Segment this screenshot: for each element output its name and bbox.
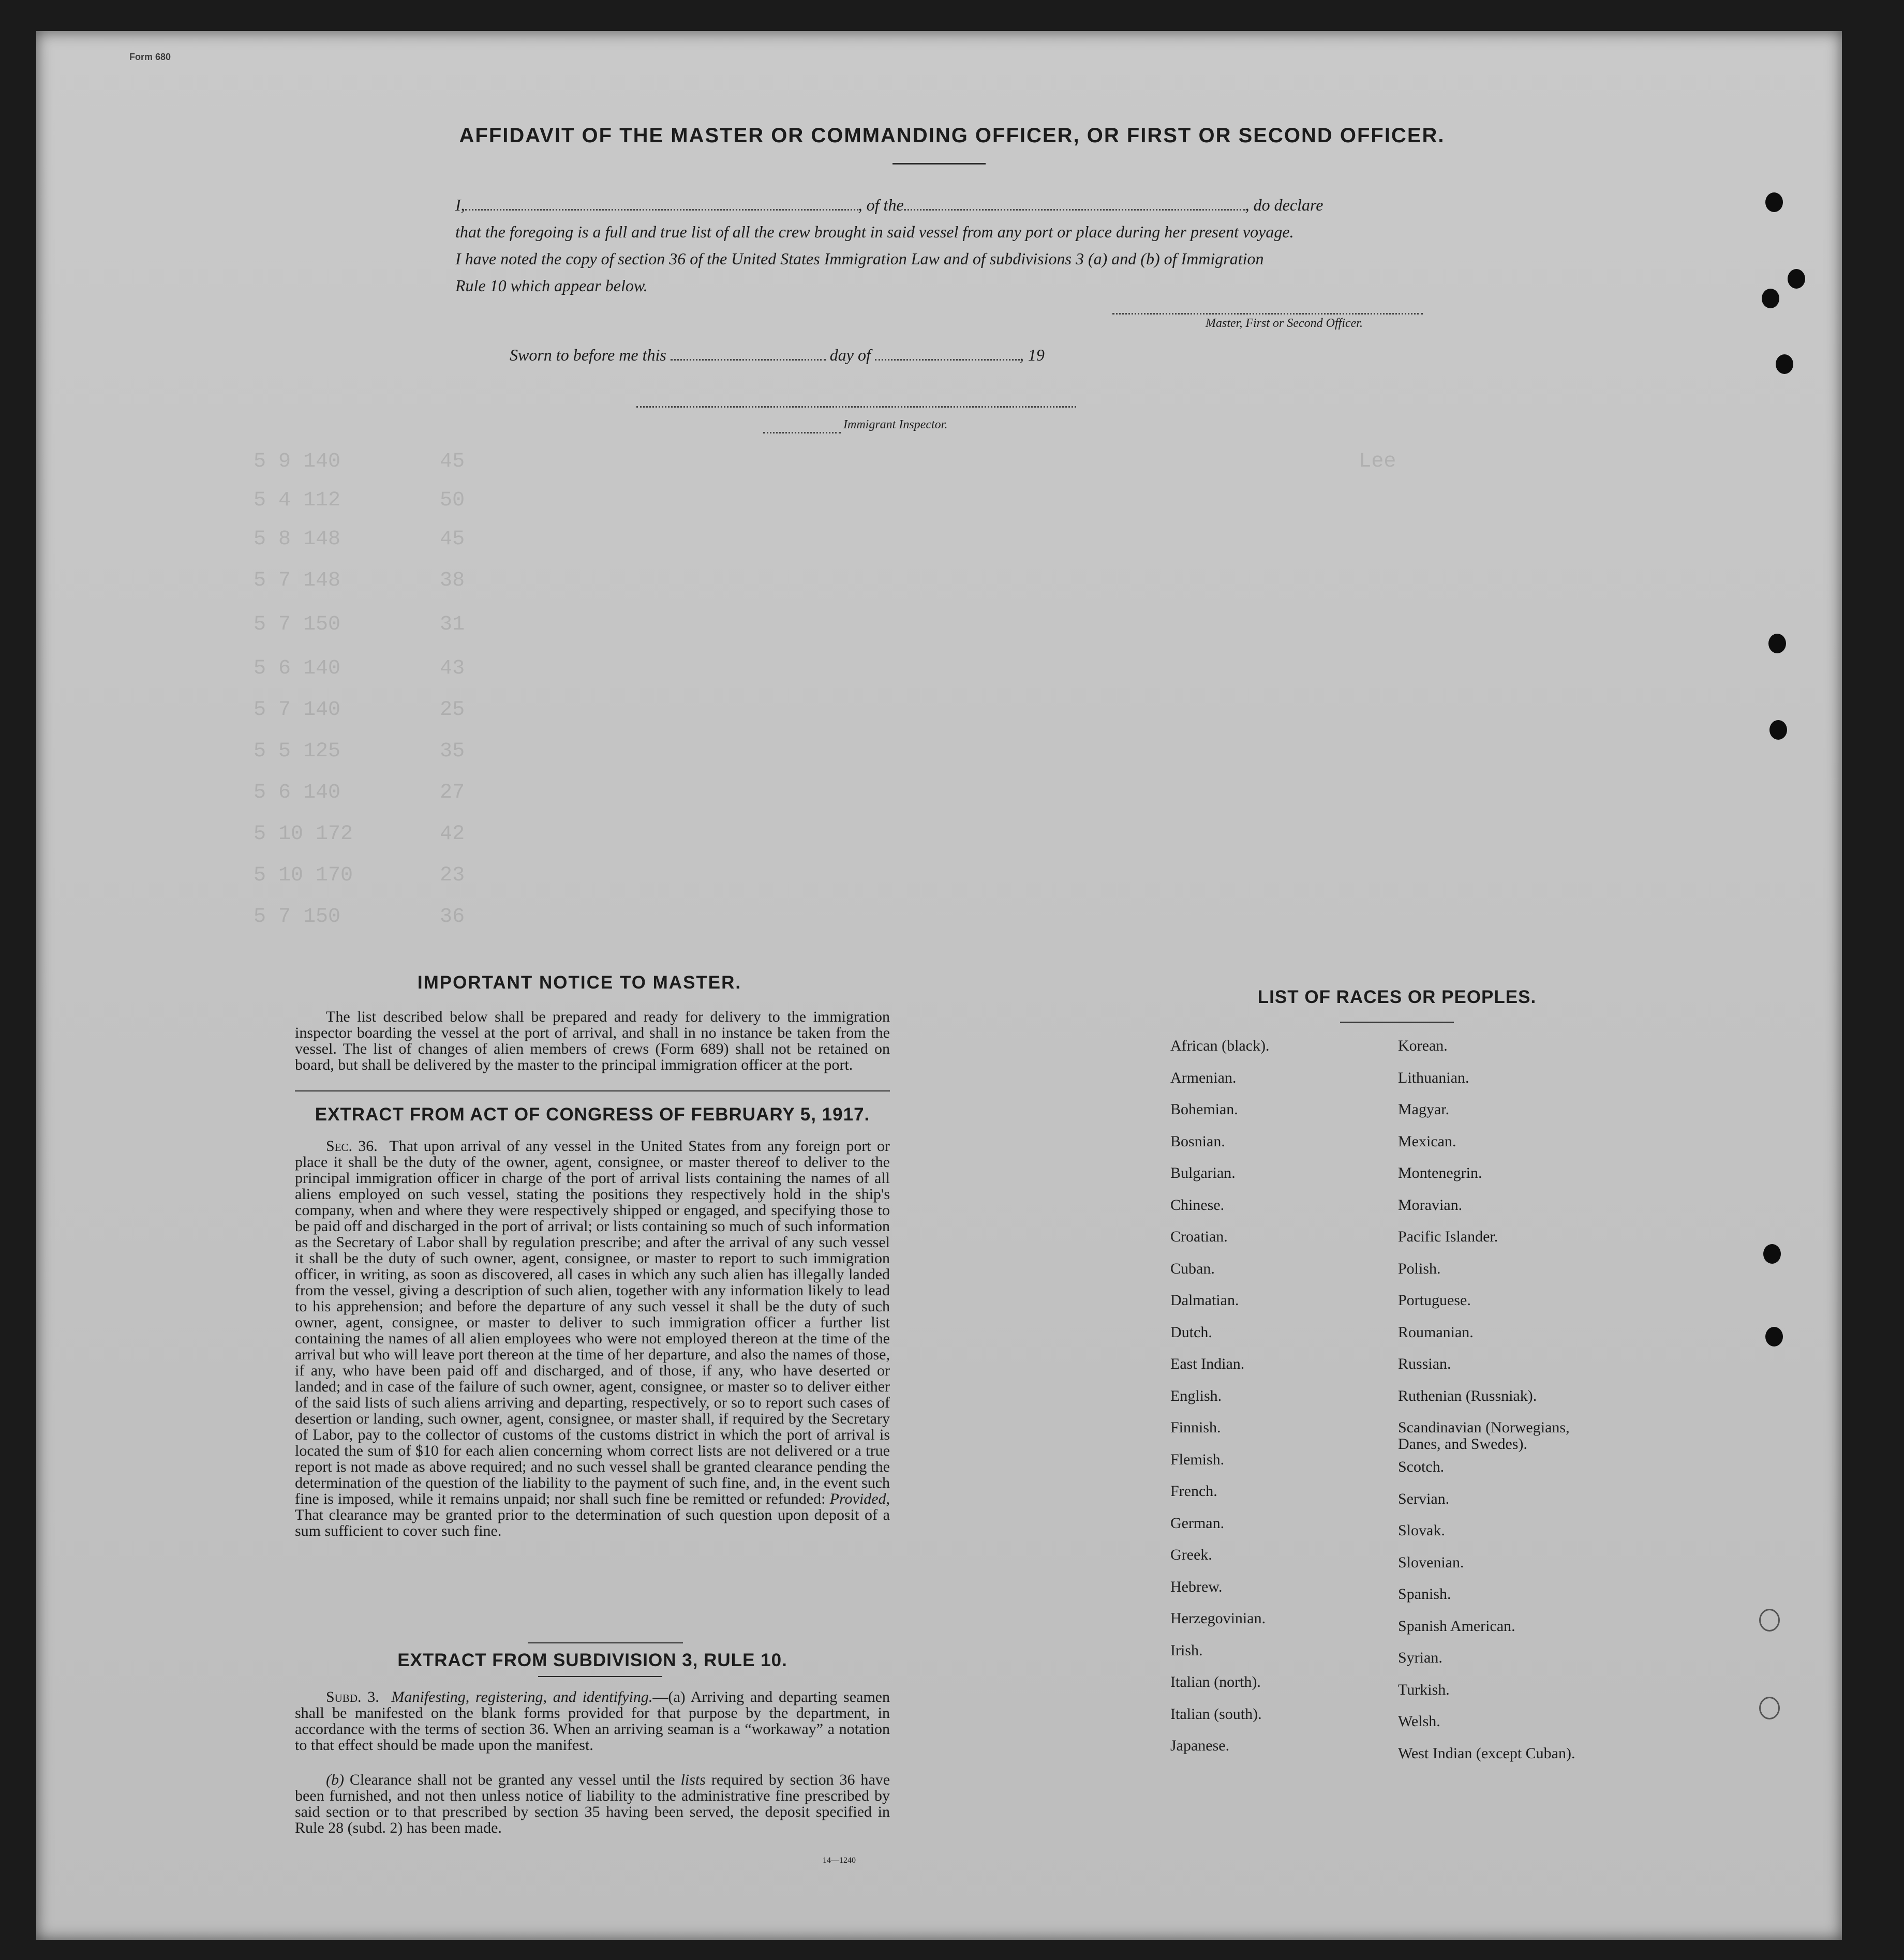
races-divider (1340, 1022, 1454, 1023)
notice-text: The list described below shall be prepared and ready for delivery to the immigration inspector boarding the vessel at the port of arrival, and shall in no instance be taken from the vessel. The list of changes of alien members of crews (Form 689) shall not be retained on board, but shall be delivered by the master to the principal immigration officer at the port. (295, 1008, 890, 1073)
race-item: Russian. (1398, 1355, 1451, 1372)
race-item: Spanish American. (1398, 1617, 1515, 1635)
race-item: Montenegrin. (1398, 1164, 1482, 1181)
race-item: Herzegovinian. (1170, 1610, 1266, 1627)
inspector-label: Immigrant Inspector. (843, 418, 948, 431)
form-number: Form 680 (129, 52, 171, 62)
punch-hole (1762, 289, 1779, 308)
race-item: Korean. (1398, 1037, 1448, 1054)
race-item: Slovenian. (1398, 1553, 1464, 1571)
race-item: West Indian (except Cuban). (1398, 1744, 1575, 1762)
race-item: Italian (south). (1170, 1705, 1262, 1723)
punch-hole (1763, 1244, 1781, 1264)
sworn-row (510, 346, 1045, 365)
act-divider (528, 1642, 683, 1643)
punch-hole (1769, 720, 1787, 740)
subdivision-title: Manifesting, registering, and identifying. (391, 1688, 653, 1705)
race-item: Spanish. (1398, 1585, 1451, 1603)
race-item: African (black). (1170, 1037, 1270, 1054)
sworn-day-blank (671, 359, 826, 361)
act-provided: Provided, (829, 1490, 890, 1507)
affidavit-declaration (455, 191, 1438, 299)
subdivision-b-text-1: Clearance shall not be granted any vessel until the (349, 1771, 675, 1788)
race-item: Turkish. (1398, 1681, 1450, 1698)
subdivision-b-text-2: required by section 36 have been furnished, and not then unless notice of liability to the administrative fine prescribed by said section or to that prescribed by section 35 having been served, the deposit specified in Rule 28 (subd. 2) has been made. (295, 1771, 890, 1836)
race-item: Japanese. (1170, 1737, 1230, 1754)
declaration-line-2: that the foregoing is a full and true list of all the crew brought in said vessel from any port or place during her present voyage. (455, 222, 1294, 241)
sworn-day-of: day of (829, 346, 871, 364)
sworn-year: , 19 (1019, 346, 1045, 364)
print-code: 14—1240 (823, 1856, 856, 1865)
subdivision-a-paragraph (295, 1689, 890, 1753)
races-heading: LIST OF RACES OR PEOPLES. (1257, 987, 1537, 1007)
act-section-label: Sec. 36. (326, 1138, 378, 1155)
notice-divider (295, 1090, 890, 1091)
race-item: Syrian. (1398, 1649, 1442, 1666)
act-paragraph (295, 1138, 890, 1539)
race-item: Lithuanian. (1398, 1069, 1469, 1086)
punch-hole (1768, 634, 1786, 653)
declaration-line-4: Rule 10 which appear below. (455, 276, 648, 295)
race-item: Scandinavian (Norwegians, (1398, 1419, 1570, 1436)
act-text-end: That clearance may be granted prior to the determination of such question upon deposit of a sum sufficient to cover such fine. (295, 1506, 890, 1539)
sworn-text: Sworn to before me this (510, 346, 666, 364)
declaration-do-declare: , do declare (1245, 196, 1323, 214)
act-heading: EXTRACT FROM ACT OF CONGRESS OF FEBRUARY 5, 1917. (315, 1104, 870, 1125)
subdivision-heading: EXTRACT FROM SUBDIVISION 3, RULE 10. (397, 1650, 787, 1670)
declaration-i: I, (455, 196, 465, 214)
subdivision-b-label: (b) (326, 1771, 344, 1788)
subdivision-divider (538, 1676, 662, 1677)
race-item: Irish. (1170, 1641, 1203, 1659)
race-item: Bohemian. (1170, 1101, 1238, 1118)
race-item: Servian. (1398, 1490, 1450, 1507)
race-item: Moravian. (1398, 1196, 1463, 1214)
race-item: English. (1170, 1387, 1222, 1404)
race-item: Croatian. (1170, 1228, 1228, 1245)
act-text: That upon arrival of any vessel in the United States from any foreign port or place it shall be the duty of the owner, agent, consignee, or master thereof to deliver to the principal immigration officer in charge of the port of arrival lists containing the names of all aliens employed on such vessel, stating the positions they respectively hold in the ship's company, when and where they were respectively shipped or engaged, and specifying those to be paid off and discharged in the port of arrival; or lists containing so much of such information as the Secretary of Labor shall by regulation prescribe; and after the arrival of any such vessel it shall be the duty of such owner, agent, consignee, or master to report to such immigration officer, in writing, as soon as discovered, all cases in which any such alien has illegally landed from the vessel, giving a description of such alien, together with any information likely to lead to his apprehension; and before the departure of any such vessel it shall be the duty of such owner, agent, consignee, or master to deliver to such immigration officer a further list containing the names of all alien employees who were not employed thereon at the time of the arrival but who will leave port thereon at the time of her departure, and also the names of those, if any, who have been paid off and discharged, and of those, if any, who have deserted or landed; and in case of the failure of such owner, agent, consignee, or master so to deliver either of the said lists of such aliens arriving and departing, respectively, or so to report such cases of desertion or landing, such owner, agent, consignee, or master shall, if required by the Secretary of Labor, pay to the collector of customs of the customs district in which the port of arrival is located the sum of $10 for each alien concerning whom correct lists are not delivered or a true report is not made as above required; and no such vessel shall be granted clearance pending the determination of the question of the liability to the payment of such fine, and, in the event such fine is imposed, while it remains unpaid; nor shall such fine be remitted or refunded: (295, 1138, 890, 1507)
subdivision-b-lists: lists (680, 1771, 706, 1788)
race-item: Danes, and Swedes). (1398, 1435, 1527, 1453)
punch-hole (1776, 354, 1793, 374)
inspector-lead-dots (763, 432, 841, 433)
race-item: Scotch. (1398, 1458, 1445, 1475)
subdivision-a-text: —(a) Arriving and departing seamen shall be manifested on the blank forms provided for that purpose by the department, in accordance with the terms of section 36. When an arriving seaman is a “workaway” a notation to that effect should be made upon the manifest. (295, 1688, 890, 1754)
race-item: Polish. (1398, 1260, 1441, 1277)
punch-hole (1759, 1609, 1780, 1632)
race-item: Armenian. (1170, 1069, 1237, 1086)
race-item: Cuban. (1170, 1260, 1215, 1277)
sworn-month-blank (875, 359, 1020, 361)
subdivision-b-paragraph (295, 1772, 890, 1836)
title-divider (892, 163, 986, 164)
race-item: Flemish. (1170, 1450, 1225, 1468)
punch-hole (1759, 1697, 1780, 1719)
punch-hole (1788, 269, 1805, 289)
notice-heading: IMPORTANT NOTICE TO MASTER. (417, 972, 742, 993)
declaration-of-the: , of the (858, 196, 904, 214)
declaration-line-3: I have noted the copy of section 36 of the United States Immigration Law and of subdivisions 3 (a) and (b) of Immigration (455, 249, 1264, 268)
race-item: Pacific Islander. (1398, 1228, 1498, 1245)
race-item: Welsh. (1398, 1713, 1440, 1730)
race-item: German. (1170, 1514, 1225, 1532)
declaration-line-1 (455, 191, 1438, 218)
race-item: Bosnian. (1170, 1132, 1225, 1150)
race-item: Bulgarian. (1170, 1164, 1236, 1181)
race-item: Portuguese. (1398, 1292, 1471, 1309)
race-item: Chinese. (1170, 1196, 1225, 1214)
race-item: Roumanian. (1398, 1323, 1474, 1341)
inspector-signature-line (636, 406, 1076, 408)
race-item: Dutch. (1170, 1323, 1212, 1341)
race-item: French. (1170, 1483, 1217, 1500)
affidavit-title: AFFIDAVIT OF THE MASTER OR COMMANDING OFFICER, OR FIRST OR SECOND OFFICER. (459, 124, 1445, 147)
race-item: Ruthenian (Russniak). (1398, 1387, 1537, 1404)
race-item: Hebrew. (1170, 1578, 1223, 1595)
race-item: Greek. (1170, 1546, 1212, 1563)
race-item: East Indian. (1170, 1355, 1245, 1372)
master-signature-label: Master, First or Second Officer. (1206, 317, 1363, 330)
race-item: Slovak. (1398, 1522, 1445, 1539)
punch-hole (1765, 1327, 1783, 1346)
master-signature-line (1112, 313, 1423, 315)
name-blank (465, 209, 858, 211)
race-item: Mexican. (1398, 1132, 1456, 1150)
punch-hole (1765, 192, 1783, 212)
race-item: Finnish. (1170, 1419, 1221, 1436)
race-item: Italian (north). (1170, 1673, 1261, 1690)
vessel-blank (904, 209, 1245, 211)
notice-paragraph (295, 1009, 890, 1073)
subdivision-label: Subd. 3. (326, 1688, 379, 1705)
race-item: Magyar. (1398, 1101, 1450, 1118)
race-item: Dalmatian. (1170, 1292, 1239, 1309)
